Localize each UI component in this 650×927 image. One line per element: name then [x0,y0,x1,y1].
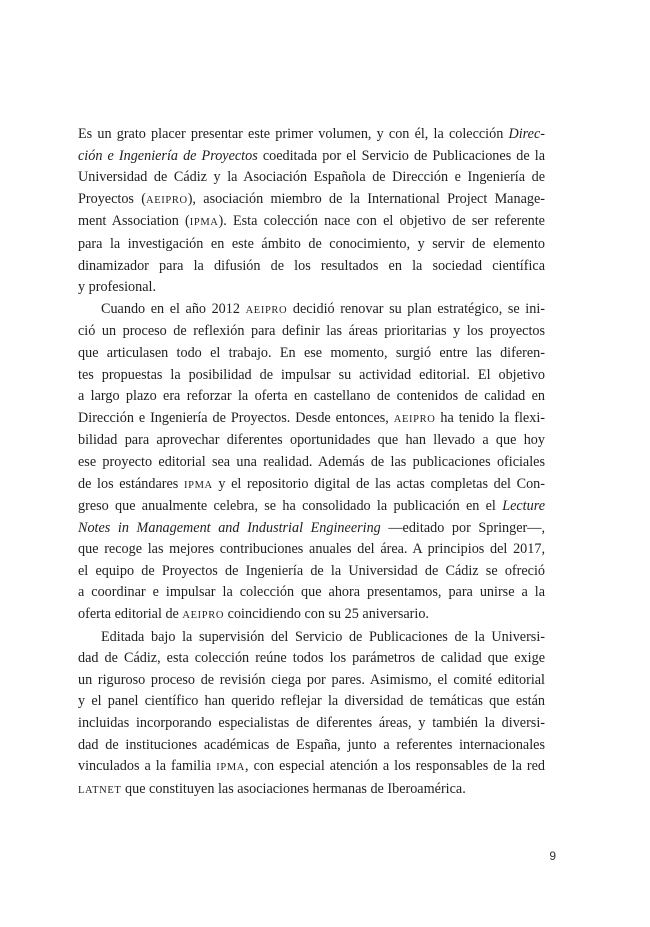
text-line [78,277,545,299]
text-line [78,735,545,757]
text-segment: dad de Cádiz, esta colección reúne todos los parámetros de calidad que exige [78,650,545,667]
paragraph [78,627,545,802]
text-line [78,211,545,234]
text-segment: oferta editorial de [78,606,183,623]
text-line [78,321,545,343]
text-segment: bilidad para aprovechar diferentes oportunidades que han llevado a que hoy [78,432,545,449]
acronym-text: IPMA [189,217,219,229]
italic-text: ción e Ingeniería de Proyectos [78,147,258,164]
text-segment: que recoge las mejores contribuciones anuales del área. A principios del 2017, [78,541,545,558]
text-line [78,474,545,497]
text-segment: , con especial atención a los responsables de la red [245,758,545,775]
page-number: 9 [549,849,556,863]
text-line [78,627,545,649]
text-segment: Universidad de Cádiz y la Asociación Española de Dirección e Ingeniería de [78,169,545,186]
body-text [78,124,545,801]
acronym-text: IPMA [183,479,213,491]
text-segment: de los estándares [78,475,184,492]
acronym-text: AEIPRO [393,413,436,425]
text-segment: ha tenido la flexi- [435,409,545,426]
text-segment: el equipo de Proyectos de Ingeniería de la Universidad de Cádiz se ofreció [78,562,545,579]
text-line [78,189,545,212]
text-line [78,713,545,735]
text-line [78,452,545,474]
text-line [78,167,545,189]
italic-text: Notes in Management and Industrial Engineering [78,519,381,536]
text-line [78,408,545,431]
text-segment: greso que anualmente celebra, se ha consolidado la publicación en el [78,498,503,515]
text-segment: un riguroso proceso de revisión ciega por pares. Asimismo, el comité editorial [78,671,545,688]
text-line [78,124,545,146]
text-segment: incluidas incorporando especialistas de diferentes áreas, y también la diversi- [78,715,545,732]
acronym-text: IPMA [216,762,246,774]
text-segment: —editado por Springer—, [380,519,545,536]
text-segment: y el panel científico han querido reflejar la diversidad de temáticas que están [78,693,545,710]
text-segment: ment Association ( [78,213,190,230]
text-segment: ). Esta colección nace con el objetivo de ser referente [218,213,545,230]
text-segment: ese proyecto editorial sea una realidad. Además de las publicaciones oficiales [78,453,545,470]
italic-text: Lecture [502,498,545,515]
text-segment: coeditada por el Servicio de Publicaciones de la [257,147,546,164]
text-segment: y profesional. [78,279,157,296]
text-line [78,518,545,540]
text-line [78,561,545,583]
text-segment: que constituyen las asociaciones hermanas de Iberoamérica. [121,780,466,797]
text-line [78,146,545,168]
text-segment: Editada bajo la supervisión del Servicio de Publicaciones de la Universi- [101,628,545,645]
text-segment: que articulasen todo el trabajo. En ese momento, surgió entre las diferen- [78,344,545,361]
acronym-text: LATNET [78,784,122,796]
paragraph [78,299,545,627]
text-segment: vinculados a la familia [78,758,217,775]
text-segment: Cuando en el año 2012 [101,300,246,317]
text-line [78,430,545,452]
text-line [78,670,545,692]
text-line [78,365,545,387]
paragraph [78,124,545,299]
text-segment: Proyectos ( [78,190,146,207]
text-line [78,582,545,604]
text-line [78,691,545,713]
text-line [78,386,545,408]
text-segment: decidió renovar su plan estratégico, se ini- [287,300,546,317]
text-segment: Dirección e Ingeniería de Proyectos. Desde entonces, [78,409,394,426]
text-segment: a largo plazo era reforzar la oferta en castellano de contenidos de calidad en [78,388,545,405]
acronym-text: AEIPRO [245,304,288,316]
acronym-text: AEIPRO [146,194,188,206]
text-line [78,539,545,561]
text-line [78,779,545,802]
text-line [78,343,545,365]
text-line [78,756,545,779]
acronym-text: AEIPRO [182,610,225,622]
text-line [78,256,545,278]
text-segment: coincidiendo con su 25 aniversario. [224,606,429,623]
text-segment: para la investigación en este ámbito de conocimiento, y servir de elemento [78,235,545,252]
text-line [78,648,545,670]
text-segment: dinamizador para la difusión de los resultados en la sociedad científica [78,257,545,274]
italic-text: Direc- [508,126,545,142]
text-segment: a coordinar e impulsar la colección que ahora presentamos, para unirse a la [78,584,545,601]
text-segment: ció un proceso de reflexión para definir las áreas prioritarias y los proyectos [78,323,545,340]
text-segment: dad de instituciones académicas de España, junto a referentes internacionales [78,736,545,753]
text-segment: ), asociación miembro de la International Project Manage- [187,190,545,207]
text-segment: tes propuestas la posibilidad de impulsar su actividad editorial. El objetivo [78,366,545,383]
text-line [78,604,545,627]
text-segment: y el repositorio digital de las actas completas del Con- [212,475,545,492]
text-line [78,496,545,518]
text-line [78,299,545,322]
text-line [78,234,545,256]
text-segment: Es un grato placer presentar este primer volumen, y con él, la colección [78,126,509,142]
